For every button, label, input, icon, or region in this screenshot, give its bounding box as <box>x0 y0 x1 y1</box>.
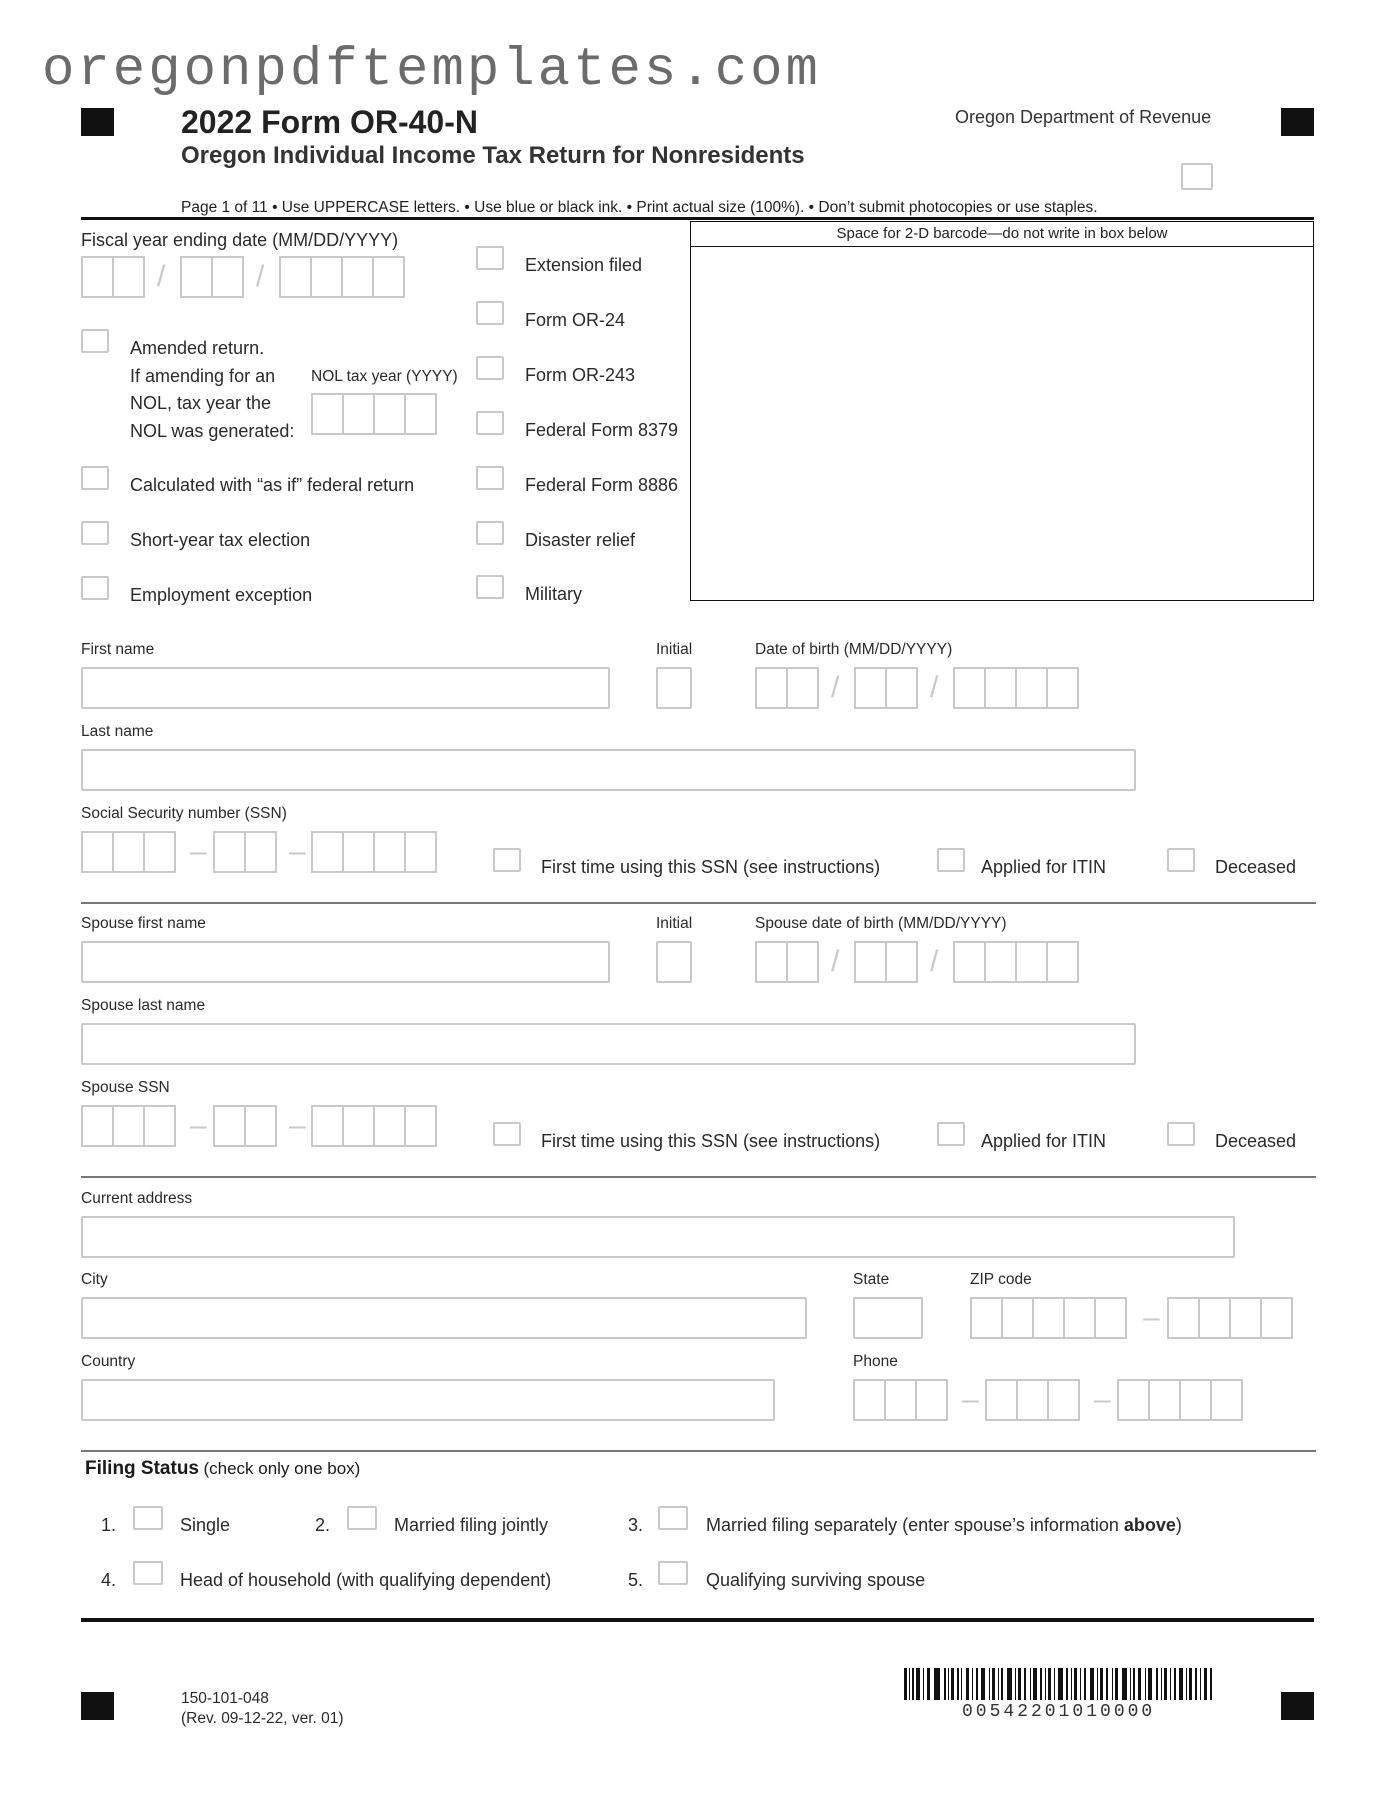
instructions-line: Page 1 of 11 • Use UPPERCASE letters. • Use blue or black ink. • Print actual size (100%). • Don’t submit photocopies or use staples. <box>181 199 1098 216</box>
spouse-first-name-input[interactable] <box>81 941 610 983</box>
spouse-deceased-label: Deceased <box>1215 1131 1297 1151</box>
section-divider <box>81 1450 1316 1452</box>
city-label: City <box>81 1271 108 1288</box>
header-checkbox[interactable] <box>1181 163 1213 190</box>
slash-separator: / <box>831 945 840 978</box>
slash-separator: / <box>157 260 166 293</box>
filing-separate-bold: above <box>1123 1515 1176 1535</box>
last-name-label: Last name <box>81 723 154 740</box>
spouse-deceased-checkbox[interactable] <box>1167 1122 1195 1146</box>
registration-mark-top-left <box>81 108 114 136</box>
form-number: 150-101-048 <box>181 1690 269 1707</box>
first-name-input[interactable] <box>81 667 610 709</box>
filing-option-number: 1. <box>101 1515 117 1535</box>
short-year-checkbox[interactable] <box>81 521 109 545</box>
country-label: Country <box>81 1353 136 1370</box>
fiscal-year-input[interactable] <box>279 256 403 298</box>
fiscal-day-input[interactable] <box>180 256 242 298</box>
filing-separate-text: Married filing separately (enter spouse’s information <box>706 1515 1124 1535</box>
short-year-label: Short-year tax election <box>130 530 311 550</box>
federal-8886-label: Federal Form 8886 <box>525 475 679 495</box>
form-subtitle: Oregon Individual Income Tax Return for Nonresidents <box>181 142 805 169</box>
filing-joint-checkbox[interactable] <box>347 1506 377 1530</box>
spouse-first-time-ssn-label: First time using this SSN (see instructions) <box>541 1131 881 1151</box>
military-label: Military <box>525 584 582 604</box>
section-divider <box>81 1176 1316 1178</box>
dash-separator: – <box>1094 1383 1111 1416</box>
disaster-relief-checkbox[interactable] <box>476 521 504 545</box>
spouse-ssn-part2-input[interactable] <box>213 1105 275 1147</box>
filing-surviving-spouse-checkbox[interactable] <box>658 1561 688 1585</box>
state-input[interactable] <box>853 1297 923 1339</box>
filing-hoh-checkbox[interactable] <box>133 1561 163 1585</box>
dash-separator: – <box>289 1109 306 1142</box>
as-if-federal-checkbox[interactable] <box>81 466 109 490</box>
applied-itin-label: Applied for ITIN <box>981 857 1107 877</box>
dob-day-input[interactable] <box>854 667 916 709</box>
city-input[interactable] <box>81 1297 807 1339</box>
ssn-part1-input[interactable] <box>81 831 174 873</box>
spouse-ssn-part1-input[interactable] <box>81 1105 174 1147</box>
deceased-label: Deceased <box>1215 857 1297 877</box>
barcode-space-box <box>690 221 1314 601</box>
slash-separator: / <box>930 671 939 704</box>
dob-label: Date of birth (MM/DD/YYYY) <box>755 641 953 658</box>
state-label: State <box>853 1271 890 1288</box>
filing-status-note: (check only one box) <box>203 1459 361 1478</box>
form-or24-checkbox[interactable] <box>476 301 504 325</box>
ssn-label: Social Security number (SSN) <box>81 805 287 822</box>
filing-status-title: Filing Status <box>85 1458 199 1479</box>
spouse-dob-day-input[interactable] <box>854 941 916 983</box>
filing-joint-label: Married filing jointly <box>394 1515 549 1535</box>
deceased-checkbox[interactable] <box>1167 848 1195 872</box>
barcode-space-caption: Space for 2-D barcode—do not write in box below <box>691 222 1313 247</box>
first-name-label: First name <box>81 641 155 658</box>
applied-itin-checkbox[interactable] <box>937 848 965 872</box>
ssn-part2-input[interactable] <box>213 831 275 873</box>
spouse-applied-itin-label: Applied for ITIN <box>981 1131 1107 1151</box>
federal-8886-checkbox[interactable] <box>476 466 504 490</box>
form-or24-label: Form OR-24 <box>525 310 626 330</box>
dob-year-input[interactable] <box>953 667 1077 709</box>
spouse-last-name-label: Spouse last name <box>81 997 206 1014</box>
phone-prefix-input[interactable] <box>985 1379 1078 1421</box>
filing-hoh-label: Head of household (with qualifying dependent) <box>180 1570 552 1590</box>
spouse-initial-label: Initial <box>656 915 693 932</box>
filing-separate-label <box>706 1515 1182 1536</box>
spouse-ssn-part3-input[interactable] <box>311 1105 435 1147</box>
slash-separator: / <box>930 945 939 978</box>
form-revision: (Rev. 09-12-22, ver. 01) <box>181 1710 344 1727</box>
ssn-part3-input[interactable] <box>311 831 435 873</box>
fiscal-month-input[interactable] <box>81 256 143 298</box>
filing-single-checkbox[interactable] <box>133 1506 163 1530</box>
filing-surviving-spouse-label: Qualifying surviving spouse <box>706 1570 926 1590</box>
extension-filed-label: Extension filed <box>525 255 643 275</box>
spouse-first-name-label: Spouse first name <box>81 915 206 932</box>
barcode-number: 00542201010000 <box>962 1702 1156 1722</box>
spouse-dob-month-input[interactable] <box>755 941 817 983</box>
spouse-initial-input[interactable] <box>656 941 692 983</box>
form-or243-label: Form OR-243 <box>525 365 636 385</box>
department-name: Oregon Department of Revenue <box>955 107 1212 127</box>
spouse-dob-year-input[interactable] <box>953 941 1077 983</box>
filing-status-heading <box>85 1458 360 1480</box>
current-address-input[interactable] <box>81 1216 1235 1258</box>
filing-option-number: 2. <box>315 1515 331 1535</box>
dob-month-input[interactable] <box>755 667 817 709</box>
amended-nol-text-3: NOL was generated: <box>130 421 295 441</box>
military-checkbox[interactable] <box>476 575 504 599</box>
filing-separate-tail: ) <box>1175 1515 1182 1535</box>
filing-separate-checkbox[interactable] <box>658 1506 688 1530</box>
phone-line-input[interactable] <box>1117 1379 1241 1421</box>
dash-separator: – <box>289 835 306 868</box>
dash-separator: – <box>962 1383 979 1416</box>
extension-filed-checkbox[interactable] <box>476 246 504 270</box>
filing-single-label: Single <box>180 1515 231 1535</box>
nol-tax-year-input[interactable] <box>311 393 435 435</box>
spouse-last-name-input[interactable] <box>81 1023 1136 1065</box>
form-title: 2022 Form OR-40-N <box>181 104 478 140</box>
header-divider <box>81 217 1314 220</box>
federal-8379-label: Federal Form 8379 <box>525 420 679 440</box>
nol-tax-year-label: NOL tax year (YYYY) <box>311 368 458 385</box>
dash-separator: – <box>190 835 207 868</box>
current-address-label: Current address <box>81 1190 193 1207</box>
dash-separator: – <box>1143 1301 1160 1334</box>
amended-return-checkbox[interactable] <box>81 329 109 353</box>
filing-option-number: 5. <box>628 1570 644 1590</box>
spouse-ssn-label: Spouse SSN <box>81 1079 170 1096</box>
amended-nol-text-1: If amending for an <box>130 366 276 386</box>
phone-label: Phone <box>853 1353 898 1370</box>
amended-nol-text-2: NOL, tax year the <box>130 393 272 413</box>
filing-option-number: 4. <box>101 1570 117 1590</box>
as-if-federal-label: Calculated with “as if” federal return <box>130 475 415 495</box>
disaster-relief-label: Disaster relief <box>525 530 636 550</box>
filing-option-number: 3. <box>628 1515 644 1535</box>
registration-mark-top-right <box>1281 108 1314 136</box>
spouse-applied-itin-checkbox[interactable] <box>937 1122 965 1146</box>
country-input[interactable] <box>81 1379 775 1421</box>
bottom-divider <box>81 1618 1314 1622</box>
employment-exception-label: Employment exception <box>130 585 313 605</box>
initial-label: Initial <box>656 641 693 658</box>
registration-mark-bottom-right <box>1281 1692 1314 1720</box>
last-name-input[interactable] <box>81 749 1136 791</box>
zip-plus4-input[interactable] <box>1167 1297 1291 1339</box>
zip-label: ZIP code <box>970 1271 1032 1288</box>
registration-mark-bottom-left <box>81 1692 114 1720</box>
amended-return-label: Amended return. <box>130 338 265 358</box>
spouse-first-time-ssn-checkbox[interactable] <box>493 1122 521 1146</box>
initial-input[interactable] <box>656 667 692 709</box>
first-time-ssn-label: First time using this SSN (see instructions) <box>541 857 881 877</box>
watermark: oregonpdftemplates.com <box>42 40 821 101</box>
slash-separator: / <box>831 671 840 704</box>
employment-exception-checkbox[interactable] <box>81 576 109 600</box>
phone-area-input[interactable] <box>853 1379 946 1421</box>
zip-input[interactable] <box>970 1297 1125 1339</box>
section-divider <box>81 902 1316 904</box>
fiscal-year-label: Fiscal year ending date (MM/DD/YYYY) <box>81 230 399 250</box>
dash-separator: – <box>190 1109 207 1142</box>
first-time-ssn-checkbox[interactable] <box>493 848 521 872</box>
spouse-dob-label: Spouse date of birth (MM/DD/YYYY) <box>755 915 1007 932</box>
federal-8379-checkbox[interactable] <box>476 411 504 435</box>
form-or243-checkbox[interactable] <box>476 356 504 380</box>
slash-separator: / <box>256 260 265 293</box>
barcode-graphic <box>904 1668 1214 1700</box>
